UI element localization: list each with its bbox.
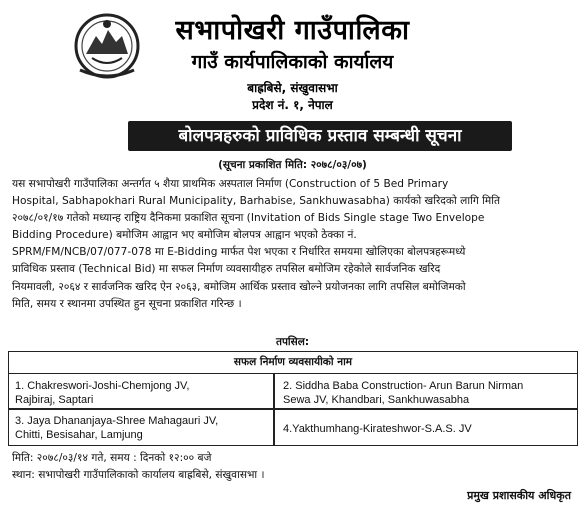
table-divider [273,374,275,445]
contractors-table [8,351,578,446]
table-header: सफल निर्माण व्यवसायीको नाम [9,352,577,374]
notice-body [12,176,578,313]
letterhead [0,0,585,118]
cell-line: Rajbiraj, Saptari [15,394,94,406]
office-subtitle: गाउँ कार्यपालिकाको कार्यालय [191,51,394,73]
body-line: Bidding Procedure) बमोजिम आह्वान भए बमोजिम बोलपत्र आह्वान भएको ठेक्का नं. [12,229,357,242]
body-line: मिति, समय र स्थानमा उपस्थित हुन सूचना प्रकाशित गरिन्छ । [12,297,242,310]
cell-line: Chitti, Besisahar, Lamjung [15,429,143,441]
table-cell [15,379,265,407]
opening-place: स्थान: सभापोखरी गाउँपालिकाको कार्यालय बाह्रबिसे, संखुवासभा । [12,469,265,481]
notice-banner: बोलपत्रहरुको प्राविधिक प्रस्ताव सम्बन्धी सूचना [128,121,512,151]
opening-date-time: मिति: २०७८/०३/१४ गते, समय : दिनको १२:०० बजे [12,452,212,464]
municipality-title: सभापोखरी गाउँपालिका [175,15,410,46]
office-location: बाह्रबिसे, संखुवासभा [247,81,338,95]
cell-line: 1. Chakreswori-Joshi-Chemjong JV, [15,380,190,392]
table-cell [283,379,573,407]
body-line: २०७८/०१/१७ गतेको मध्यान्ह राष्ट्रिय दैनिकमा प्रकाशित सूचना (Invitation of Bids Single stage Two Envelope [12,212,485,225]
signatory-title: प्रमुख प्रशासकीय अधिकृत [467,489,571,502]
cell-line: Sewa JV, Khandbari, Sankhuwasabha [283,394,470,406]
table-divider [9,408,577,410]
cell-line: 3. Jaya Dhananjaya-Shree Mahagauri JV, [15,415,219,427]
province-line: प्रदेश नं. १, नेपाल [252,98,333,112]
body-line: Hospital, Sabhapokhari Rural Municipality, Barhabise, Sankhuwasabha) कार्यको खरिदको लागि मिति [12,195,501,208]
table-cell [15,414,265,442]
cell-line: 2. Siddha Baba Construction- Arun Barun Nirman [283,380,524,392]
tapasil-heading: तपसिल: [275,336,310,348]
body-line: नियमावली, २०६४ र सार्वजनिक खरिद ऐन २०६३, बमोजिम आर्थिक प्रस्ताव खोल्ने प्रयोजनका लागि तपसिल बमोजिमको [12,280,466,293]
cell-line: 4.Yakthumhang-Kirateshwor-S.A.S. JV [283,423,472,435]
body-line: SPRM/FM/NCB/07/077-078 मा E-Bidding मार्फत पेश भएका र निर्धारित समयमा खोलिएका बोलपत्रहरूमध्ये [12,246,466,259]
table-cell [283,422,573,436]
published-date: (सूचना प्रकाशित मिति: २०७८/०३/०७) [218,159,367,171]
body-line: प्राविधिक प्रस्ताव (Technical Bid) मा सफल निर्माण व्यवसायीहरु तपसिल बमोजिम रहेकोले सार्वजनिक खरिद [12,263,441,276]
body-line: यस सभापोखरी गाउँपालिका अन्तर्गत ५ शैया प्राथमिक अस्पताल निर्माण (Construction of 5 Bed Primary [12,178,449,190]
